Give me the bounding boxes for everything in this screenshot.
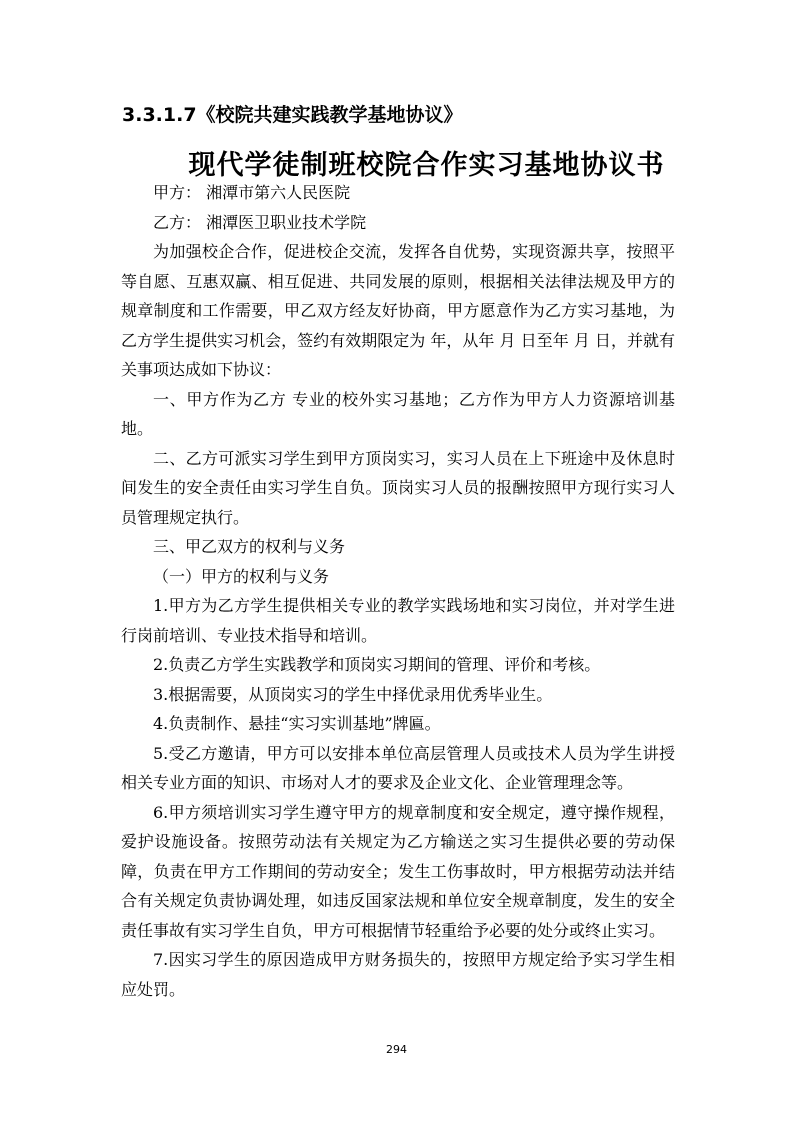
item-5-paragraph: 5.受乙方邀请，甲方可以安排本单位高层管理人员或技术人员为学生讲授相关专业方面的知识、市场对人才的要求及企业文化、企业管理理念等。 [121,743,675,792]
item-6-paragraph: 6.甲方须培训实习学生遵守甲方的规章制度和安全规定，遵守操作规程，爱护设施设备。按照劳动法有关规定为乙方输送之实习生提供必要的劳动保障，负责在甲方工作期间的劳动安全；发生工伤事故时，甲方根据劳动法并结合有关规定负责协调处理，如违反国家法规和单位安全规章制度，发生的安全责任事故有实习学生自负，甲方可根据情节轻重给予必要的处分或终止实习。 [121,802,675,940]
section-heading: 3.3.1.7《校院共建实践教学基地协议》 [122,104,463,126]
item-1-paragraph: 1.甲方为乙方学生提供相关专业的教学实践场地和实习岗位，并对学生进行岗前培训、专业技术指导和培训。 [121,596,675,645]
intro-paragraph: 为加强校企合作，促进校企交流，发挥各自优势，实现资源共享，按照平等自愿、互惠双赢、相互促进、共同发展的原则，根据相关法律法规及甲方的规章制度和工作需要，甲乙双方经友好协商，甲方愿意作为乙方实习基地，为乙方学生提供实习机会，签约有效期限定为 年，从年 月 日至年 月 日，并就有关事项达成如下协议： [121,242,675,379]
clause-3-heading: 三、甲乙双方的权利与义务 [153,537,346,556]
party-a-line: 甲方： 湘潭市第六人民医院 [153,183,351,202]
clause-1-paragraph: 一、甲方作为乙方 专业的校外实习基地；乙方作为甲方人力资源培训基地。 [121,389,675,438]
item-7-paragraph: 7.因实习学生的原因造成甲方财务损失的，按照甲方规定给予实习学生相应处罚。 [121,950,675,999]
item-4-paragraph: 4.负责制作、悬挂“实习实训基地”牌匾。 [153,714,441,733]
page-number: 294 [386,1043,407,1056]
clause-2-paragraph: 二、乙方可派实习学生到甲方顶岗实习，实习人员在上下班途中及休息时间发生的安全责任由实习学生自负。顶岗实习人员的报酬按照甲方现行实习人员管理规定执行。 [121,448,675,527]
party-b-line: 乙方： 湘潭医卫职业技术学院 [153,212,367,232]
document-body [121,178,675,1004]
item-3-paragraph: 3.根据需要，从顶岗实习的学生中择优录用优秀毕业生。 [153,684,553,704]
document-title: 现代学徒制班校院合作实习基地协议书 [188,150,665,181]
item-2-paragraph: 2.负责乙方学生实践教学和顶岗实习期间的管理、评价和考核。 [153,655,601,674]
subsection-heading: （一）甲方的权利与义务 [153,566,330,586]
